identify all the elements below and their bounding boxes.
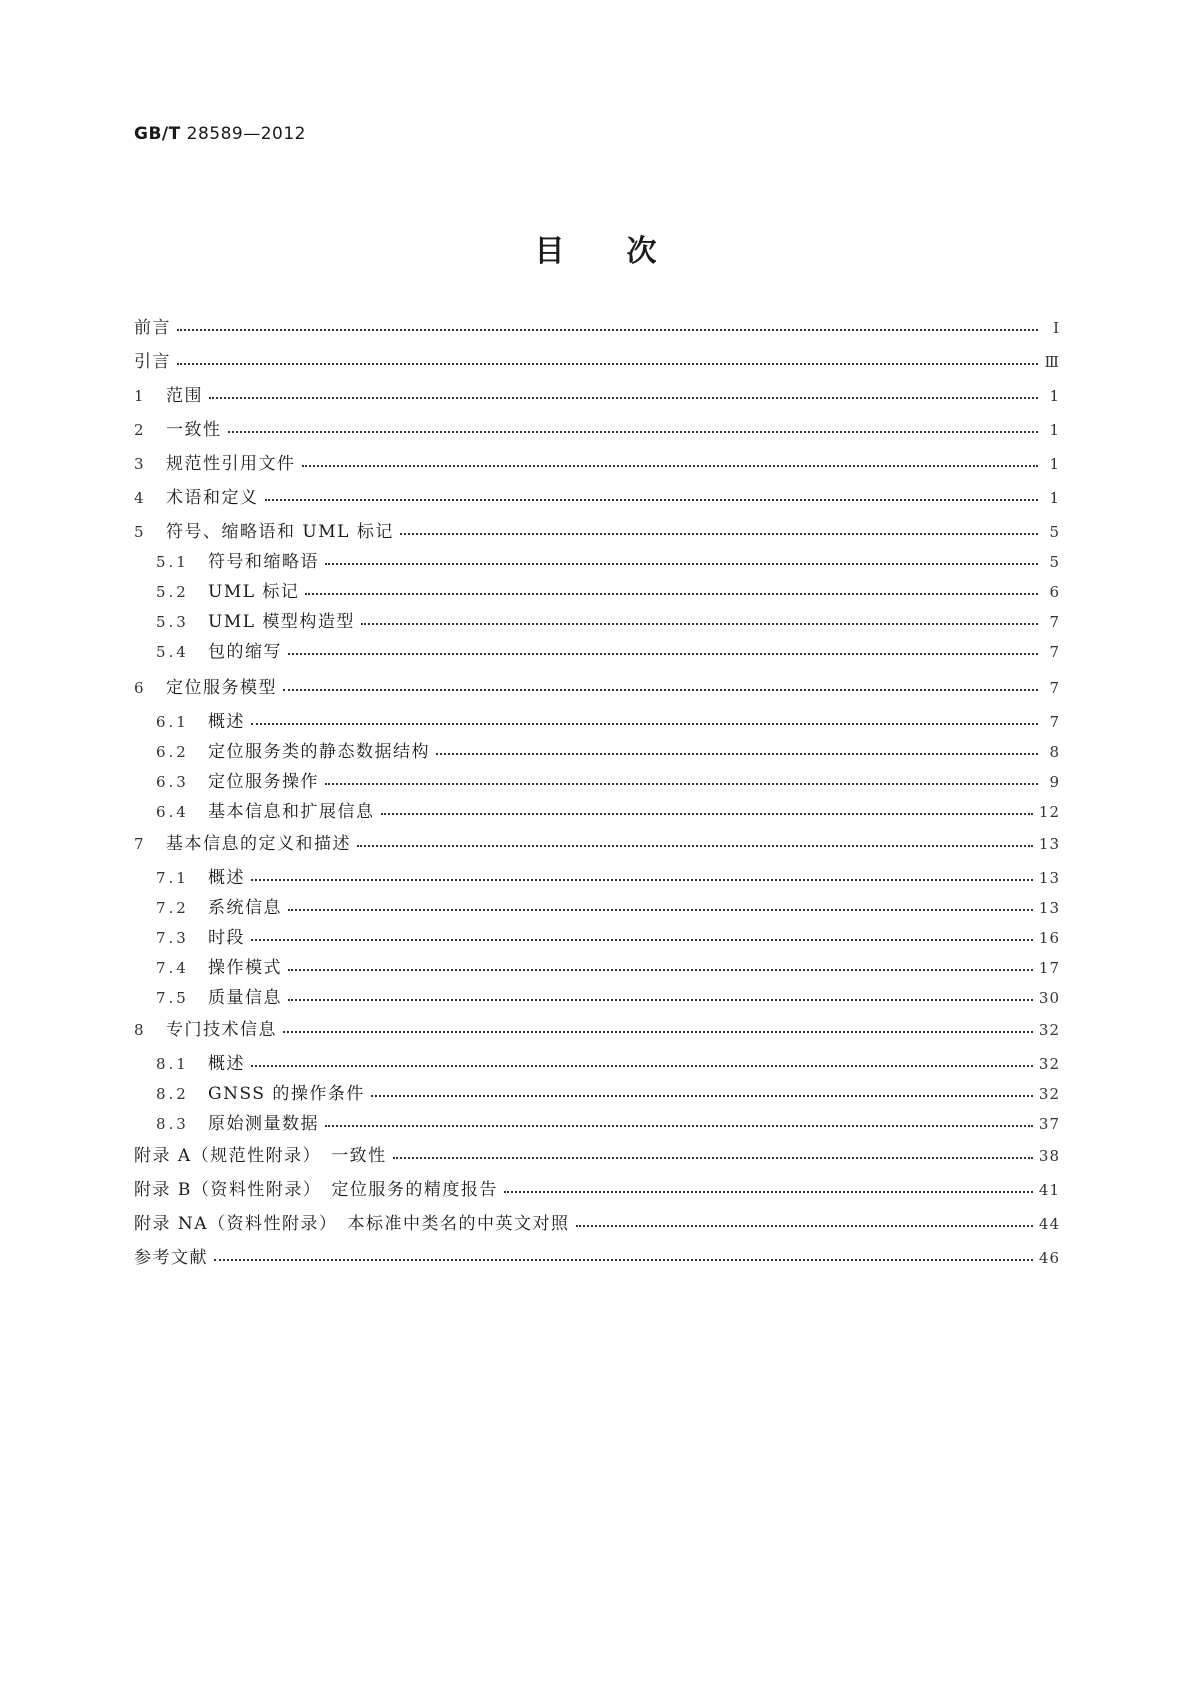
- toc-row[interactable]: [134, 1246, 1060, 1270]
- toc-entry-title: 参考文献: [134, 1248, 208, 1268]
- toc-page-number: 7: [1049, 679, 1060, 697]
- toc-dot-leader: [288, 986, 1033, 1010]
- toc-dot-leader: [325, 770, 1038, 794]
- toc-section-number: 6.3: [156, 773, 189, 791]
- toc-dot-leader: [325, 1112, 1033, 1136]
- toc-dot-leader: [302, 452, 1039, 476]
- toc-dot-leader: [436, 740, 1038, 764]
- toc-entry-title: 原始测量数据: [208, 1114, 319, 1134]
- toc-page-number: 41: [1038, 1181, 1060, 1199]
- toc-row[interactable]: [134, 384, 1060, 408]
- toc-row[interactable]: [134, 1082, 1060, 1106]
- toc-row[interactable]: [134, 1018, 1060, 1042]
- toc-row[interactable]: [134, 926, 1060, 950]
- toc-row[interactable]: [134, 1144, 1060, 1168]
- toc-section-number: 8.2: [156, 1085, 189, 1103]
- toc-dot-leader: [576, 1212, 1033, 1236]
- toc-dot-leader: [177, 350, 1038, 374]
- toc-page-number: 44: [1038, 1215, 1060, 1233]
- toc-row[interactable]: [134, 740, 1060, 764]
- toc-entry-title: 概述: [208, 868, 245, 888]
- toc-dot-leader: [325, 550, 1038, 574]
- toc-entry-title: 定位服务操作: [208, 772, 319, 792]
- toc-row[interactable]: [134, 1052, 1060, 1076]
- toc-page-number: 38: [1038, 1147, 1060, 1165]
- toc-section-number: 7: [134, 835, 145, 853]
- toc-page-number: 5: [1049, 553, 1060, 571]
- toc-row[interactable]: [134, 610, 1060, 634]
- toc-dot-leader: [361, 610, 1038, 634]
- toc-dot-leader: [288, 896, 1033, 920]
- toc-entry-title: 概述: [208, 712, 245, 732]
- toc-row[interactable]: [134, 316, 1060, 340]
- toc-dot-leader: [357, 832, 1033, 856]
- toc-row[interactable]: [134, 770, 1060, 794]
- toc-entry-title: 规范性引用文件: [166, 454, 296, 474]
- toc-section-number: 6.2: [156, 743, 189, 761]
- toc-entry-title: GNSS 的操作条件: [208, 1084, 365, 1104]
- toc-entry-title: 前言: [134, 318, 171, 338]
- toc-page-number: 6: [1049, 583, 1060, 601]
- toc-row[interactable]: [134, 486, 1060, 510]
- toc-page-number: 32: [1038, 1055, 1060, 1073]
- toc-dot-leader: [305, 580, 1038, 604]
- toc-page-number: 13: [1038, 899, 1060, 917]
- toc-dot-leader: [209, 384, 1038, 408]
- toc-dot-leader: [265, 486, 1039, 510]
- toc-page-number: 13: [1038, 869, 1060, 887]
- toc-row[interactable]: [134, 676, 1060, 700]
- toc-section-number: 6.4: [156, 803, 189, 821]
- toc-dot-leader: [371, 1082, 1033, 1106]
- toc-page-number: 1: [1049, 421, 1060, 439]
- toc-dot-leader: [251, 866, 1033, 890]
- toc-section-number: 6: [134, 679, 145, 697]
- toc-section-number: 7.4: [156, 959, 189, 977]
- toc-section-number: 7.5: [156, 989, 189, 1007]
- toc-dot-leader: [393, 1144, 1033, 1168]
- page-title: 目次: [534, 234, 719, 269]
- toc-section-number: 8: [134, 1021, 145, 1039]
- toc-entry-title: 一致性: [166, 420, 222, 440]
- toc-section-number: 1: [134, 387, 145, 405]
- toc-entry-title: 基本信息的定义和描述: [166, 834, 351, 854]
- toc-entry-title: 包的缩写: [208, 642, 282, 662]
- toc-section-number: 5: [134, 523, 145, 541]
- toc-section-number: 7.3: [156, 929, 189, 947]
- toc-page-number: 7: [1049, 713, 1060, 731]
- toc-entry-title: 引言: [134, 352, 171, 372]
- toc-dot-leader: [288, 956, 1033, 980]
- toc-entry-title: 术语和定义: [166, 488, 259, 508]
- toc-row[interactable]: [134, 350, 1060, 374]
- toc-page-number: Ⅰ: [1053, 319, 1060, 337]
- toc-section-number: 4: [134, 489, 145, 507]
- toc-page-number: 1: [1049, 387, 1060, 405]
- toc-section-number: 3: [134, 455, 145, 473]
- toc-section-number: 6.1: [156, 713, 189, 731]
- toc-page-number: 17: [1038, 959, 1060, 977]
- toc-page-number: 16: [1038, 929, 1060, 947]
- toc-section-number: 8.1: [156, 1055, 189, 1073]
- toc-dot-leader: [283, 676, 1038, 700]
- toc-dot-leader: [251, 926, 1033, 950]
- toc-page-number: 8: [1049, 743, 1060, 761]
- toc-row[interactable]: [134, 866, 1060, 890]
- toc-row[interactable]: [134, 452, 1060, 476]
- toc-row[interactable]: [134, 710, 1060, 734]
- toc-row[interactable]: [134, 896, 1060, 920]
- toc-row[interactable]: [134, 1112, 1060, 1136]
- toc-entry-title: 定位服务模型: [166, 678, 277, 698]
- toc-entry-title: 范围: [166, 386, 203, 406]
- toc-dot-leader: [177, 316, 1038, 340]
- toc-page-number: 12: [1038, 803, 1060, 821]
- toc-row[interactable]: [134, 640, 1060, 664]
- toc-page-number: 1: [1049, 455, 1060, 473]
- toc-page-number: 32: [1038, 1085, 1060, 1103]
- document-code-prefix: GB/T: [134, 124, 181, 144]
- toc-entry-title: 基本信息和扩展信息: [208, 802, 375, 822]
- toc-entry-title: 质量信息: [208, 988, 282, 1008]
- toc-row[interactable]: [134, 986, 1060, 1010]
- toc-entry-title: 符号和缩略语: [208, 552, 319, 572]
- toc-entry-title: UML 标记: [208, 582, 300, 602]
- toc-entry-title: 定位服务类的静态数据结构: [208, 742, 430, 762]
- toc-row[interactable]: [134, 580, 1060, 604]
- toc-entry-title: 符号、缩略语和 UML 标记: [166, 522, 394, 542]
- toc-section-number: 7.1: [156, 869, 189, 887]
- toc-dot-leader: [228, 418, 1039, 442]
- toc-entry-title: 概述: [208, 1054, 245, 1074]
- toc-entry-title: 专门技术信息: [166, 1020, 277, 1040]
- toc-page-number: 1: [1049, 489, 1060, 507]
- toc-entry-title: 系统信息: [208, 898, 282, 918]
- toc-page-number: 32: [1038, 1021, 1060, 1039]
- toc-row[interactable]: [134, 418, 1060, 442]
- toc-section-number: 8.3: [156, 1115, 189, 1133]
- toc-section-number: 5.1: [156, 553, 189, 571]
- toc-section-number: 5.3: [156, 613, 189, 631]
- toc-dot-leader: [504, 1178, 1033, 1202]
- toc-page-number: 9: [1049, 773, 1060, 791]
- toc-dot-leader: [283, 1018, 1033, 1042]
- toc-dot-leader: [251, 710, 1038, 734]
- toc-section-number: 7.2: [156, 899, 189, 917]
- document-code: [134, 124, 306, 144]
- toc-entry-title: UML 模型构造型: [208, 612, 355, 632]
- toc-section-number: 5.2: [156, 583, 189, 601]
- toc-row[interactable]: [134, 956, 1060, 980]
- toc-entry-title: 附录 B（资料性附录） 定位服务的精度报告: [134, 1180, 498, 1200]
- toc-page-number: 7: [1049, 613, 1060, 631]
- toc-row[interactable]: [134, 1212, 1060, 1236]
- toc-dot-leader: [214, 1246, 1033, 1270]
- toc-page-number: 5: [1049, 523, 1060, 541]
- toc-page-number: Ⅲ: [1044, 353, 1060, 371]
- toc-section-number: 5.4: [156, 643, 189, 661]
- toc-entry-title: 时段: [208, 928, 245, 948]
- toc-entry-title: 附录 A（规范性附录） 一致性: [134, 1146, 387, 1166]
- toc-dot-leader: [288, 640, 1038, 664]
- toc-section-number: 2: [134, 421, 145, 439]
- toc-row[interactable]: [134, 520, 1060, 544]
- toc-page-number: 7: [1049, 643, 1060, 661]
- toc-entry-title: 附录 NA（资料性附录） 本标准中类名的中英文对照: [134, 1214, 570, 1234]
- toc-row[interactable]: [134, 550, 1060, 574]
- toc-page-number: 37: [1038, 1115, 1060, 1133]
- toc-dot-leader: [251, 1052, 1033, 1076]
- toc-dot-leader: [400, 520, 1038, 544]
- document-code-number: 28589—2012: [186, 124, 306, 144]
- toc-row[interactable]: [134, 832, 1060, 856]
- toc-page-number: 13: [1038, 835, 1060, 853]
- toc-page-number: 30: [1038, 989, 1060, 1007]
- toc-entry-title: 操作模式: [208, 958, 282, 978]
- toc-page-number: 46: [1038, 1249, 1060, 1267]
- toc-dot-leader: [381, 800, 1033, 824]
- toc-row[interactable]: [134, 1178, 1060, 1202]
- toc-row[interactable]: [134, 800, 1060, 824]
